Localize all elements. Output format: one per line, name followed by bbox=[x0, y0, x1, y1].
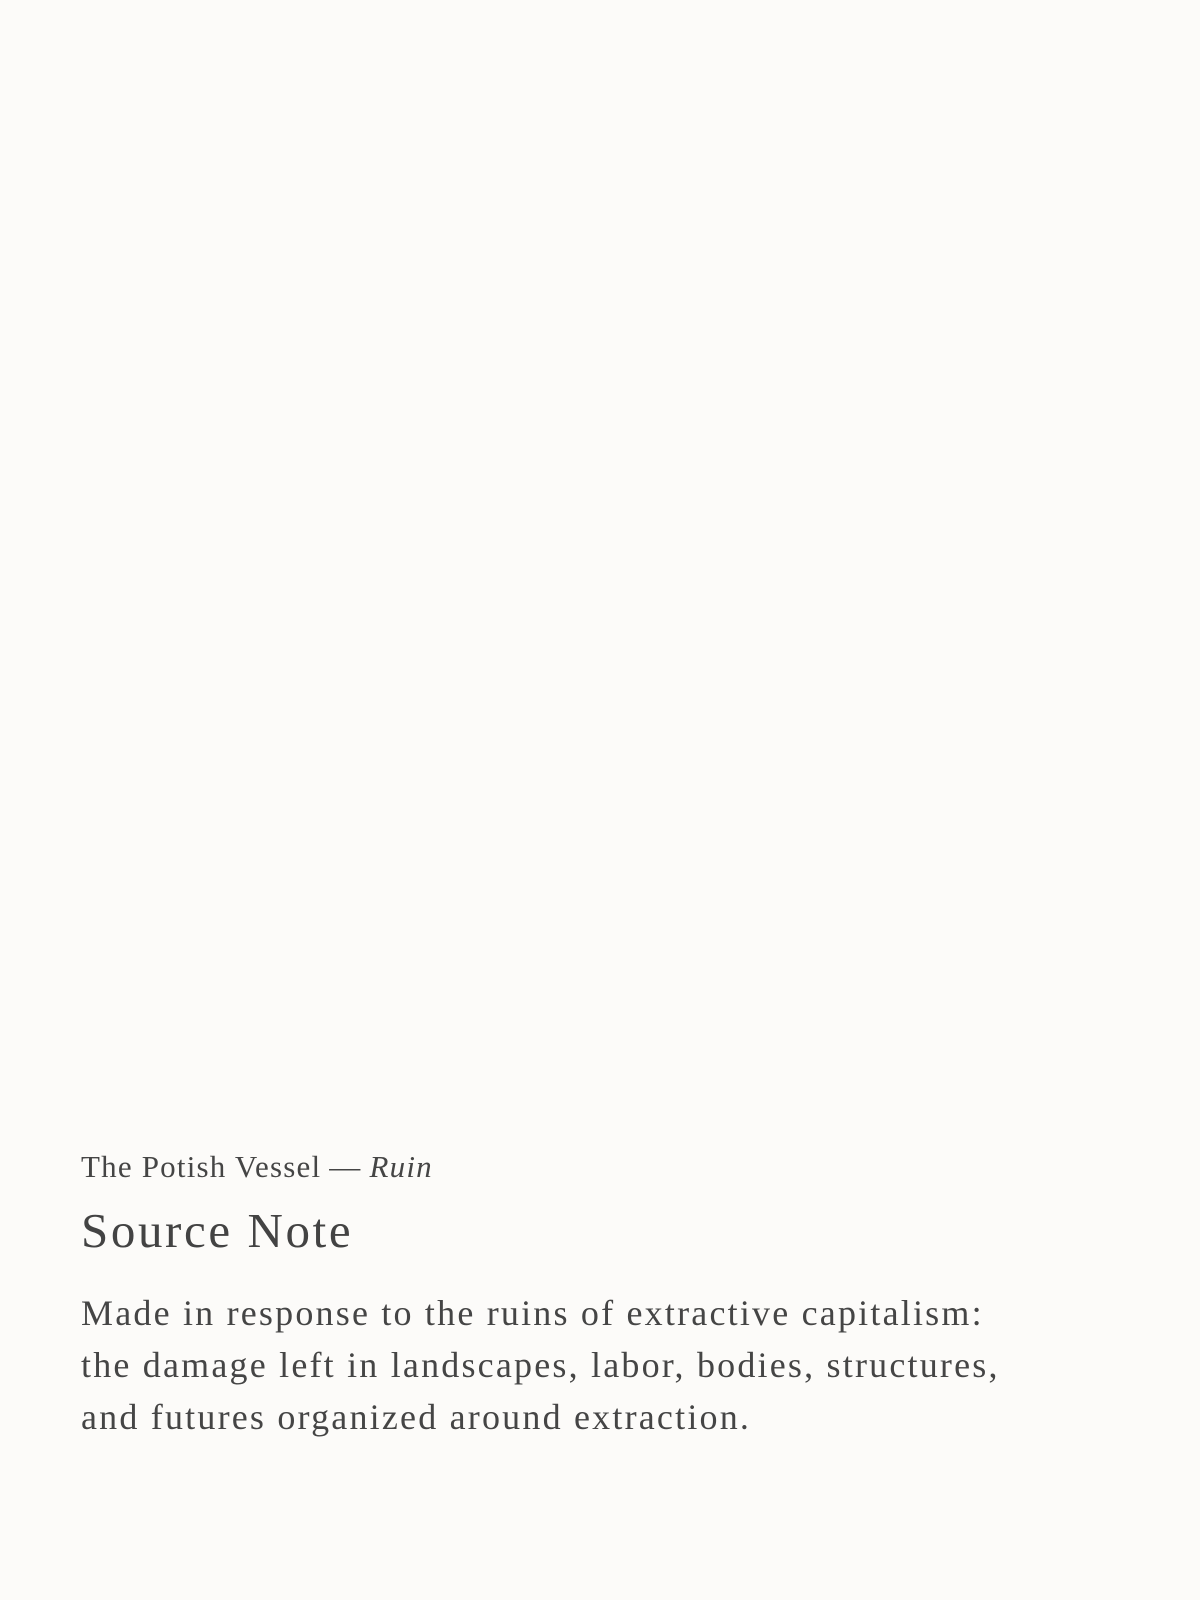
work-title: The Potish Vessel bbox=[81, 1149, 322, 1184]
body-line: and futures organized around extraction. bbox=[81, 1396, 752, 1437]
body-line: the damage left in landscapes, labor, bodies, structures, bbox=[81, 1344, 1000, 1385]
work-subtitle: Ruin bbox=[369, 1149, 433, 1184]
body-line: Made in response to the ruins of extractive capitalism: bbox=[81, 1292, 984, 1333]
work-title-line bbox=[81, 1150, 1131, 1184]
title-separator: — bbox=[329, 1149, 362, 1184]
source-note-body bbox=[81, 1287, 1131, 1443]
section-heading: Source Note bbox=[81, 1203, 354, 1259]
source-note-block bbox=[81, 1150, 1131, 1443]
